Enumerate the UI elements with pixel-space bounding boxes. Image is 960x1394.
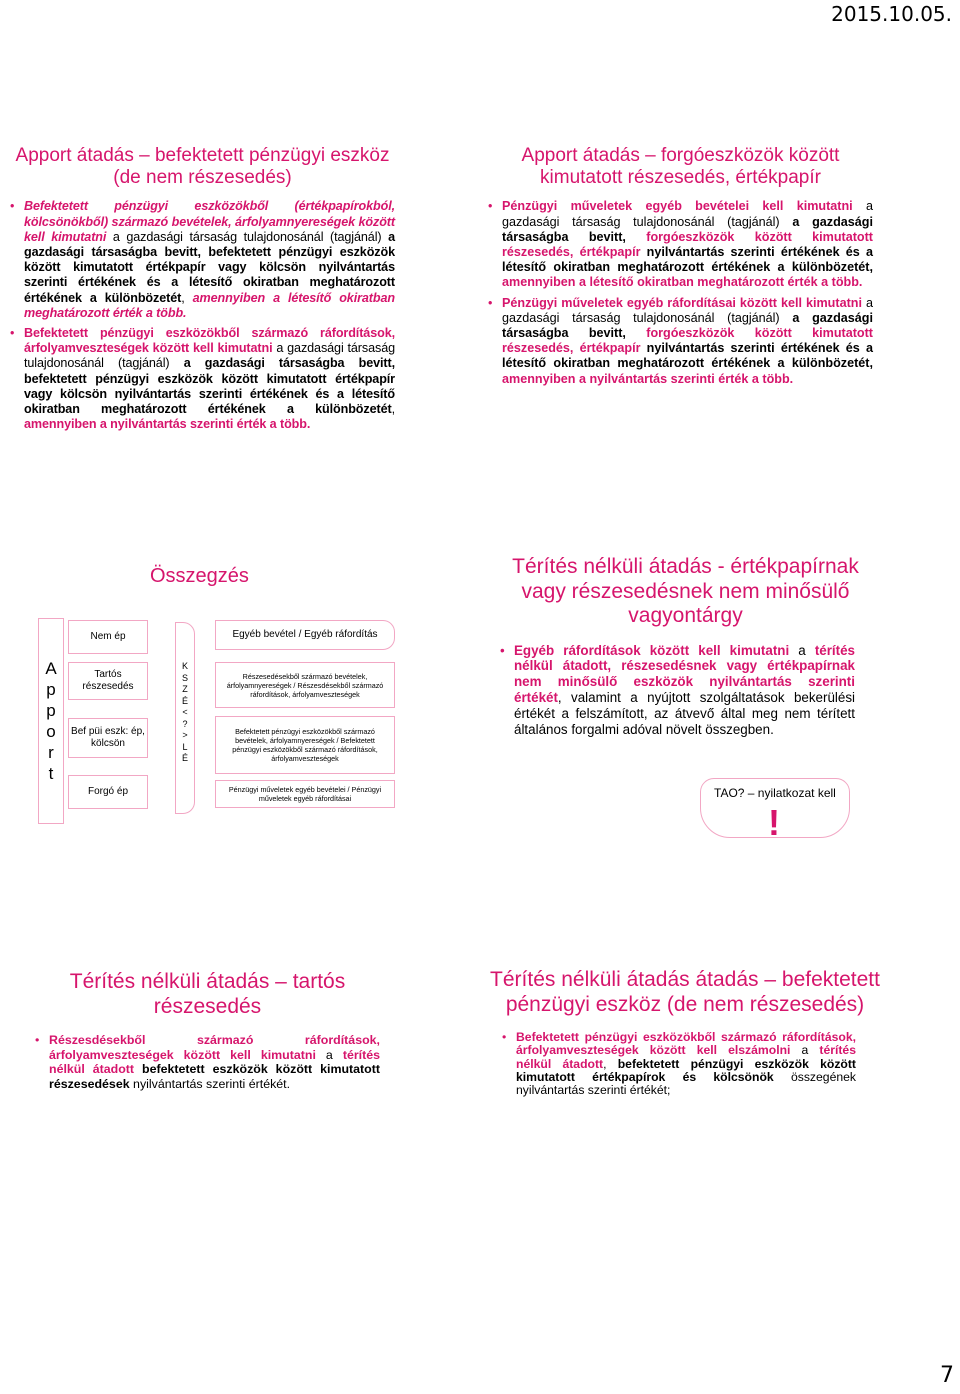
text-run: a gazdasági társaságba bevitt, [502, 310, 873, 341]
tao-callout-text: TAO? – nyilatkozat kell [714, 786, 836, 800]
text-run: Befektetett pénzügyi eszközökből (értékpapírokból, kölcsönökből) származó bevételek, árfolyamnyereségek között kell kimutatni [24, 199, 395, 244]
text-run: , [603, 1056, 618, 1071]
text-run: , valamint a nyújtott szolgáltatások bekerülési értékét a felszámított, az átvevő által meg nem térített általános forgalmi adóval növelt összegben. [514, 690, 855, 737]
text-run: amennyiben a létesítő okiratban meghatározott érték a több. [502, 275, 863, 290]
text-run: a [315, 1047, 343, 1062]
text-run: térítés nélkül átadott [516, 1043, 856, 1071]
diagram-box-befektetett: Befektetett pénzügyi eszközökből származó bevételek, árfolyamnyereségek / Befektetett pénzügyi eszközökből származó ráfordítások, árfolyamveszteségek [215, 716, 395, 774]
vertical-letter: É [181, 695, 188, 706]
text-run: térítés nélkül átadott [49, 1047, 381, 1077]
diagram-box-bef-pui-eszk: Bef püi eszk: ép, kölcsön [68, 718, 148, 758]
diagram-box-reszesedes: Részesedésekből származó bevételek, árfolyamnyereségek / Részesdésekből származó ráfordítások, árfolyamveszteségek [215, 662, 395, 708]
text-run: amennyiben a nyilvántartás szerinti érték a több. [502, 371, 794, 386]
vertical-letter: < [182, 707, 188, 718]
text-run: Pénzügyi műveletek egyéb ráfordításai között kell kimutatni [502, 295, 862, 310]
slide-title: Összegzés [150, 565, 249, 587]
text-run: a gazdasági társaság tulajdonosánál (tagjánál) [24, 341, 396, 371]
slide-terites-vagyontargy [488, 555, 883, 742]
bullet-item [488, 296, 873, 387]
bullet-list [488, 199, 873, 386]
slide-title: Térítés nélküli átadás - értékpapírnak vagy részesedésnek nem minősülő vagyontárgy [512, 555, 859, 628]
vertical-letter: L [182, 741, 188, 752]
slide-title: Apport átadás – befektetett pénzügyi eszköz (de nem részesedés) [15, 145, 390, 189]
text-run: amennyiben a nyilvántartás szerinti érték a több. [24, 417, 311, 432]
vertical-letter: ? [182, 718, 188, 729]
kszel-vertical-label [175, 658, 195, 768]
text-run: forgóeszközök között kimutatott részesedés, értékpapír [502, 229, 874, 260]
text-run: Pénzügyi műveletek egyéb bevételei kell kimutatni [502, 199, 853, 214]
slide-apport-forgoeszkoz [488, 145, 873, 392]
text-run: befektetett pénzügyi eszközök között kimutatott értékpapírok és kölcsönök [516, 1056, 856, 1084]
diagram-box-penzugyi: Pénzügyi műveletek egyéb bevételei / Pénzügyi műveletek egyéb ráfordításai [215, 780, 395, 808]
text-run: , [181, 290, 193, 305]
text-run: a [790, 1043, 820, 1058]
vertical-letter: Z [182, 684, 188, 695]
text-run: a [789, 642, 815, 658]
exclamation-icon: ! [768, 802, 780, 843]
apport-vertical-label [38, 618, 64, 824]
bullet-item [35, 1033, 380, 1091]
text-run: térítés nélkül átadott, részesedésnek vagy értékpapírnak nem minősülő eszközök nyilvántartás szerinti értékét [514, 642, 856, 706]
text-run: a gazdasági társaság tulajdonosánál (tagjánál) [106, 229, 389, 244]
text-run: Részesdésekből származó ráfordítások, árfolyamveszteségek között kell kimutatni [49, 1033, 380, 1062]
text-run: befektetett eszközök között kimutatott részesedések [49, 1062, 380, 1091]
text-run: nyilvántartás szerinti értékének és a létesítő okiratban meghatározott értékének a különbözetét, [502, 341, 873, 371]
date-stamp: 2015.10.05. [831, 2, 952, 26]
diagram-box-tartos-reszesedes: Tartós részesedés [68, 662, 148, 700]
vertical-letter: K [181, 661, 188, 672]
bullet-list [35, 1033, 380, 1091]
text-run: nyilvántartás szerinti értékét. [129, 1076, 291, 1091]
vertical-letter: É [181, 753, 188, 764]
vertical-letter: > [182, 730, 188, 741]
slide-title: Térítés nélküli átadás – tartós részesedés [69, 970, 346, 1018]
text-run: , [391, 402, 395, 417]
page-number: 7 [940, 1363, 954, 1388]
text-run: a gazdasági társaság tulajdonosánál (tagjánál) [502, 295, 873, 325]
text-run: Befektetett pénzügyi eszközökből származó ráfordítások, árfolyamveszteségek között kell elszámolni [516, 1030, 856, 1058]
bullet-item [490, 1031, 856, 1097]
text-run: nyilvántartás szerinti értékének és a létesítő okiratban meghatározott értékének a különbözetét, [502, 245, 873, 275]
vertical-letter: r [48, 743, 54, 762]
bullet-item [488, 199, 873, 290]
text-run: a gazdasági társaságba bevitt, befektetett pénzügyi eszközök között kimutatott értékpapír vagy kölcsön nyilvántartás szerinti értékének és a létesítő okiratban meghatározott értékének a különbözetét [24, 356, 395, 417]
slide-title: Apport átadás – forgóeszközök között kimutatott részesedés, értékpapír [521, 145, 840, 189]
diagram-box-egyeb: Egyéb bevétel / Egyéb ráfordítás [215, 620, 395, 650]
bullet-list [488, 643, 883, 738]
vertical-letter: A [45, 659, 57, 678]
text-run: összegének nyilvántartás szerinti értékét; [516, 1069, 856, 1097]
bullet-list [10, 199, 395, 432]
bullet-list [490, 1031, 880, 1097]
vertical-letter: p [46, 701, 56, 720]
vertical-letter: p [46, 680, 56, 699]
vertical-letter: o [46, 722, 56, 741]
slide-terites-befektetett [490, 968, 880, 1102]
text-run: a gazdasági társaságba bevitt, [502, 214, 873, 244]
vertical-letter: S [181, 672, 188, 683]
slide-terites-tartos [35, 970, 380, 1097]
text-run: a gazdasági társaságba bevitt, befektetett pénzügyi eszközök között kimutatott értékpapír vagy kölcsön nyilvántartás szerinti értékének és a létesítő okiratban meghatározott értékének a különbözetét [24, 229, 395, 305]
slide-apport-befektetett [10, 145, 395, 437]
slide-osszegzes [30, 560, 410, 840]
vertical-letter: t [48, 764, 54, 783]
text-run: Egyéb ráfordítások között kell kimutatni [514, 642, 790, 658]
text-run: a gazdasági társaság tulajdonosánál (tagjánál) [502, 199, 873, 229]
diagram-box-nem-ep: Nem ép [68, 620, 148, 654]
bullet-item [10, 199, 395, 321]
text-run: forgóeszközök között kimutatott részesedés, értékpapír [502, 326, 874, 356]
text-run: Befektetett pénzügyi eszközökből származó ráfordítások, árfolyamveszteségek között kell kimutatni [24, 326, 395, 356]
bullet-item [10, 326, 395, 432]
bullet-item [488, 643, 855, 738]
text-run: amennyiben a létesítő okiratban meghatározott érték a több. [24, 290, 395, 320]
slide-title: Térítés nélküli átadás átadás – befektetett pénzügyi eszköz (de nem részesedés) [490, 968, 880, 1016]
diagram-box-forgo-ep: Forgó ép [68, 775, 148, 809]
